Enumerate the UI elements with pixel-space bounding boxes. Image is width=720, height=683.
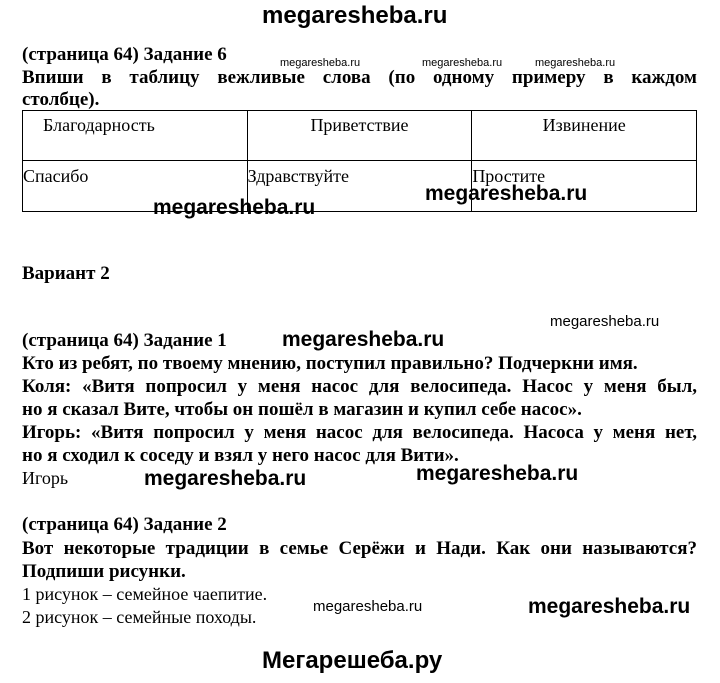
polite-words-table bbox=[22, 110, 697, 212]
watermark-top: megaresheba.ru bbox=[262, 2, 448, 29]
watermark-small-2: megaresheba.ru bbox=[422, 57, 503, 69]
cell-apology: Простите bbox=[472, 161, 697, 212]
task1-igor-line1: Игорь: «Витя попросил у меня насос для велосипеда. Насоса у меня нет, bbox=[22, 422, 697, 443]
watermark-task1-bold: megaresheba.ru bbox=[282, 328, 445, 351]
task1-kolya-line1: Коля: «Витя попросил у меня насос для велосипеда. Насос у меня был, bbox=[22, 376, 697, 397]
task2-heading: (страница 64) Задание 2 bbox=[22, 514, 227, 535]
variant-title: Вариант 2 bbox=[22, 263, 110, 284]
watermark-task1-answer-left: megaresheba.ru bbox=[144, 467, 307, 490]
watermark-small-3: megaresheba.ru bbox=[535, 57, 616, 69]
table-header-row bbox=[23, 111, 697, 161]
watermark-task1-answer-right: megaresheba.ru bbox=[416, 462, 579, 485]
header-apology: Извинение bbox=[472, 111, 697, 161]
task1-heading: (страница 64) Задание 1 bbox=[22, 330, 227, 351]
task2-answer1: 1 рисунок – семейное чаепитие. bbox=[22, 584, 268, 604]
header-greeting: Приветствие bbox=[247, 111, 472, 161]
task1-igor-line2: но я сходил к соседу и взял у него насос для Вити». bbox=[22, 445, 459, 466]
task2-question-line2: Подпиши рисунки. bbox=[22, 561, 186, 582]
watermark-small-1: megaresheba.ru bbox=[280, 57, 361, 69]
task1-kolya-line2: но я сказал Вите, чтобы он пошёл в магазин и купил себе насос». bbox=[22, 399, 582, 420]
task2-question-line1: Вот некоторые традиции в семье Серёжи и Нади. Как они называются? bbox=[22, 538, 697, 559]
cell-gratitude: Спасибо bbox=[23, 161, 248, 212]
watermark-footer: Мегарешеба.ру bbox=[262, 647, 443, 674]
header-gratitude: Благодарность bbox=[23, 111, 248, 161]
watermark-task2-small: megaresheba.ru bbox=[313, 598, 423, 615]
task1-question: Кто из ребят, по твоему мнению, поступил правильно? Подчеркни имя. bbox=[22, 353, 638, 374]
task6-instruction-line2: столбце). bbox=[22, 89, 100, 110]
task6-instruction-line1: Впиши в таблицу вежливые слова (по одному примеру в каждом bbox=[22, 67, 697, 88]
watermark-task2-bold: megaresheba.ru bbox=[528, 595, 691, 618]
cell-greeting: Здравствуйте bbox=[247, 161, 472, 212]
watermark-table-left: megaresheba.ru bbox=[153, 196, 316, 219]
task2-answer2: 2 рисунок – семейные походы. bbox=[22, 607, 257, 627]
table-row bbox=[23, 161, 697, 212]
task1-answer: Игорь bbox=[22, 468, 69, 488]
watermark-table-right: megaresheba.ru bbox=[425, 182, 588, 205]
watermark-task1-small: megaresheba.ru bbox=[550, 313, 660, 330]
task6-heading: (страница 64) Задание 6 bbox=[22, 44, 227, 65]
